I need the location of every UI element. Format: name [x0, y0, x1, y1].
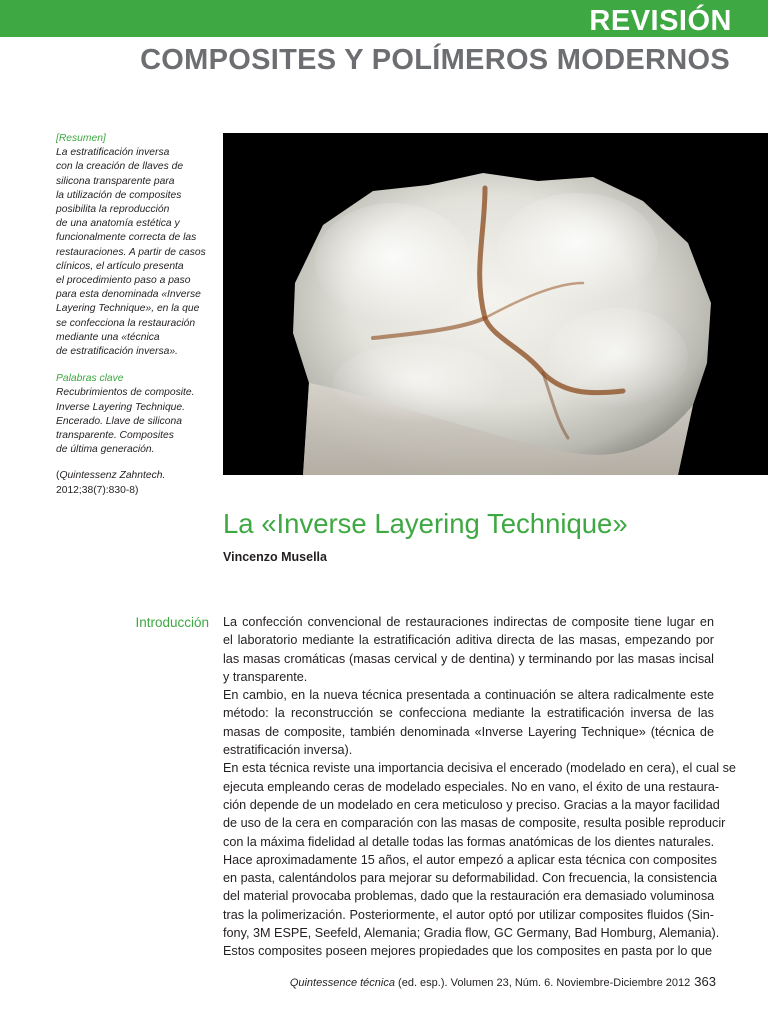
body-line: y transparente. — [223, 669, 308, 684]
body-line: con la máxima fidelidad al detalle todas las formas anatómicas de los dientes naturales. — [223, 834, 715, 849]
body-line: de uso de la cera en comparación con las masas de composite, resulta posible reproducir — [223, 816, 726, 831]
abstract-heading: [Resumen] — [56, 133, 106, 144]
header-bar — [0, 0, 768, 37]
abstract-line: para esta denominada «Inverse — [56, 289, 201, 301]
abstract-line: de una anatomía estética y — [56, 218, 180, 230]
body-line: método: la reconstrucción se confecciona mediante la estratificación inversa de las — [223, 706, 714, 721]
keywords-line: Inverse Layering Technique. — [56, 401, 185, 413]
abstract-line: silicona transparente para — [56, 175, 175, 187]
body-line: ejecuta empleando ceras de modelado especiales. No en vano, el éxito de una restaura- — [223, 779, 720, 794]
keywords-line: de última generación. — [56, 444, 155, 456]
body-line: La confección convencional de restauraciones indirectas de composite tiene lugar en — [223, 615, 714, 629]
keywords-text — [56, 386, 216, 457]
section-title: COMPOSITES Y POLÍMEROS MODERNOS — [140, 44, 730, 76]
abstract-line: funcionalmente correcta de las — [56, 232, 197, 244]
page-number: 363 — [694, 974, 716, 989]
body-line: las masas cromáticas (masas cervical y de dentina) y terminando por las masas incisal — [223, 651, 714, 666]
keywords-line: transparente. Composites — [56, 430, 174, 442]
section-label: REVISIÓN — [589, 5, 732, 37]
keywords-line: Recubrimientos de composite. — [56, 387, 195, 399]
citation-ref: 2012;38(7):830-8) — [56, 484, 139, 496]
intro-heading: Introducción — [135, 615, 209, 630]
keywords-line: Encerado. Llave de silicona — [56, 415, 182, 427]
body-line: fony, 3M ESPE, Seefeld, Alemania; Gradia flow, GC Germany, Bad Homburg, Alemania). — [223, 926, 720, 941]
abstract-line: con la creación de llaves de — [56, 161, 184, 173]
abstract-text — [56, 146, 216, 359]
body-line: en pasta, calentándolos para mejorar su deformabilidad. Con frecuencia, la consistencia — [223, 871, 717, 886]
abstract-line: restauraciones. A partir de casos — [56, 246, 206, 258]
citation-journal: Quintessenz Zahntech. — [59, 470, 166, 482]
keywords-heading: Palabras clave — [56, 373, 124, 385]
body-line: ción depende de un modelado en cera meticuloso y preciso. Gracias a la mayor facilidad — [223, 797, 720, 812]
molar-occlusal-image — [223, 133, 768, 475]
abstract-line: se confecciona la restauración — [56, 317, 196, 329]
abstract-line: Layering Technique», en la que — [56, 303, 200, 315]
article-author: Vincenzo Musella — [223, 550, 327, 564]
body-line: tras la polimerización. Posteriormente, el autor optó por utilizar composites fluidos (Sin- — [223, 907, 714, 922]
article-body — [223, 613, 736, 961]
abstract-line: mediante una «técnica — [56, 331, 160, 343]
body-line: Estos composites poseen mejores propiedades que los composites en pasta por lo que — [223, 944, 713, 959]
body-line: Hace aproximadamente 15 años, el autor empezó a aplicar esta técnica con composites — [223, 852, 717, 867]
sidebar-abstract — [56, 132, 216, 498]
body-line: del material provocaba problemas, dado que la restauración era demasiado voluminosa — [223, 889, 715, 904]
abstract-line: posibilita la reproducción — [56, 204, 170, 216]
abstract-line: el procedimiento paso a paso — [56, 275, 191, 287]
tooth-photo — [223, 133, 768, 475]
footer-journal: Quintessence técnica — [289, 977, 395, 989]
abstract-line: La estratificación inversa — [56, 147, 170, 159]
article-title: La «Inverse Layering Technique» — [223, 508, 628, 539]
abstract-line: de estratificación inversa». — [56, 346, 178, 358]
abstract-line: la utilización de composites — [56, 189, 182, 201]
abstract-line: clínicos, el artículo presenta — [56, 260, 184, 272]
body-line: En cambio, en la nueva técnica presentada a continuación se altera radicalmente este — [223, 688, 714, 703]
footer-issue: (ed. esp.). Volumen 23, Núm. 6. Noviembre-Diciembre 2012 — [394, 977, 691, 989]
body-line: estratificación inversa). — [223, 743, 353, 758]
body-line: masas de composite, también denominada «Inverse Layering Technique» (técnica de — [223, 724, 714, 739]
body-line: el laboratorio mediante la estratificación aditiva directa de las masas, empezando por — [223, 633, 714, 648]
citation: (Quintessenz Zahntech. — [56, 470, 166, 482]
page-footer — [290, 973, 716, 992]
body-line: En esta técnica reviste una importancia decisiva el encerado (modelado en cera), el cual se — [223, 761, 736, 776]
